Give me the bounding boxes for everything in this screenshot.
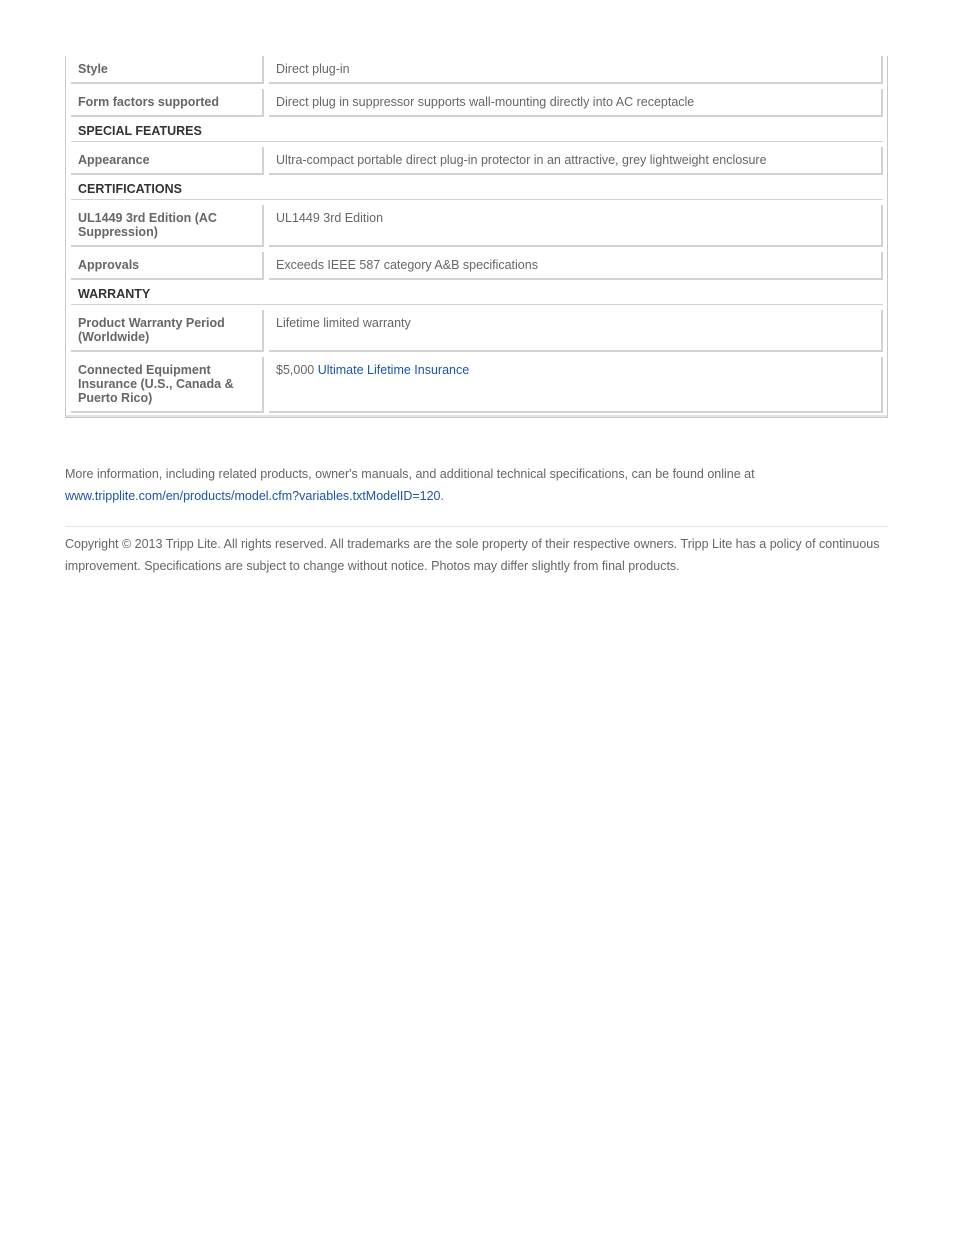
footer-divider <box>65 526 888 527</box>
spec-row-ul1449 <box>71 205 883 247</box>
spec-label: Approvals <box>71 252 264 280</box>
ultimate-lifetime-insurance-link[interactable]: Ultimate Lifetime Insurance <box>317 363 470 377</box>
spec-label: Connected Equipment Insurance (U.S., Canada & Puerto Rico) <box>71 357 264 413</box>
spec-row-style <box>71 56 883 84</box>
spec-value: Lifetime limited warranty <box>269 310 883 352</box>
more-info-paragraph <box>65 463 888 507</box>
product-page-link[interactable]: www.tripplite.com/en/products/model.cfm?variables.txtModelID=120 <box>65 489 441 503</box>
spec-value: Ultra-compact portable direct plug-in protector in an attractive, grey lightweight enclosure <box>269 147 883 175</box>
spec-row-warranty-period <box>71 310 883 352</box>
spec-value: Direct plug in suppressor supports wall-mounting directly into AC receptacle <box>269 89 883 117</box>
spec-label: Form factors supported <box>71 89 264 117</box>
copyright-notice: Copyright © 2013 Tripp Lite. All rights reserved. All trademarks are the sole property of their respective owners. Tripp Lite has a policy of continuous improvement. Specifications are subject to change without notice. Photos may differ slightly from final products. <box>65 537 880 573</box>
more-info-text: More information, including related products, owner's manuals, and additional technical specifications, can be found online at <box>65 467 755 481</box>
spec-row-appearance <box>71 147 883 175</box>
spec-table <box>65 56 888 418</box>
spec-row-insurance <box>71 357 883 413</box>
spec-label: Style <box>71 56 264 84</box>
spec-value: Exceeds IEEE 587 category A&B specifications <box>269 252 883 280</box>
spec-row-form-factors <box>71 89 883 117</box>
spec-value <box>269 357 883 413</box>
spec-value: Direct plug-in <box>269 56 883 84</box>
section-heading-warranty: WARRANTY <box>71 284 883 305</box>
spec-label: UL1449 3rd Edition (AC Suppression) <box>71 205 264 247</box>
insurance-amount: $5,000 <box>276 363 315 377</box>
spec-label: Product Warranty Period (Worldwide) <box>71 310 264 352</box>
spec-label: Appearance <box>71 147 264 175</box>
spec-value: UL1449 3rd Edition <box>269 205 883 247</box>
spec-row-approvals <box>71 252 883 280</box>
section-heading-special-features: SPECIAL FEATURES <box>71 121 883 142</box>
more-info-period: . <box>440 489 444 503</box>
section-heading-certifications: CERTIFICATIONS <box>71 179 883 200</box>
